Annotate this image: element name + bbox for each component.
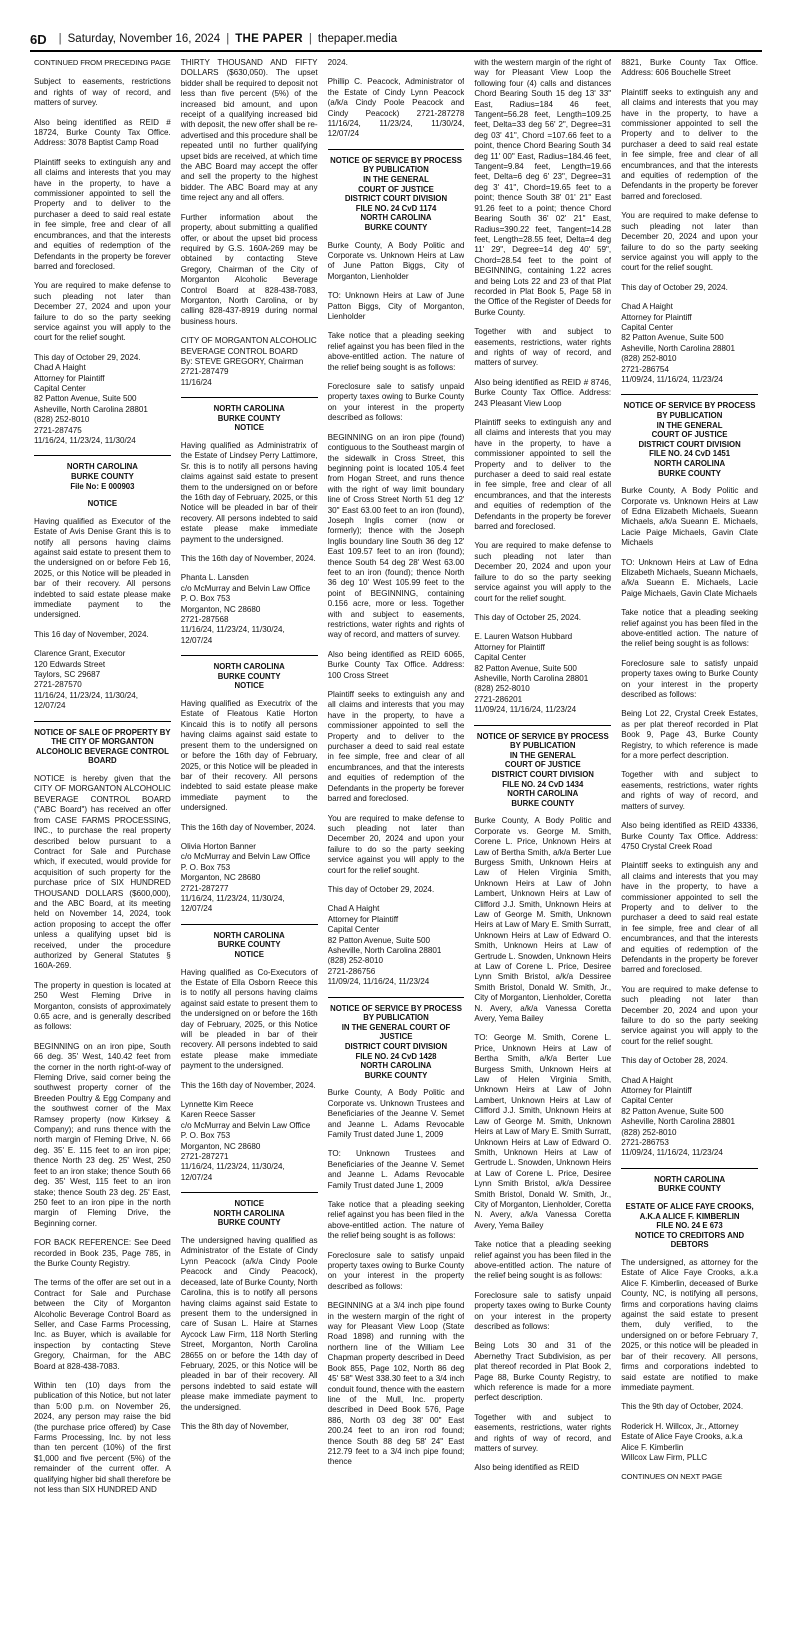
notice-heading: NOTICE OF SERVICE BY PROCESS BY PUBLICATION IN THE GENERAL COURT OF JUSTICE DISTRICT COURT DIVISION FILE NO. 24 CvD 1428 NORTH CAROLINA BURKE COUNTY: [330, 1003, 462, 1080]
notice-paragraph: Further information about the property, about submitting a qualified offer, or about the upset bid process required by G.S. 160A-269 may be obtained by contacting Steve Gregory, Chairman of the City of Morganton Alcoholic Beverage Control Board at 828-438-7083, Morganton, North Carolina, or by calling 828-437-8919 during normal business hours.: [180, 212, 318, 326]
notice-paragraph: Also being identified as REID 6065, Burke County Tax Office. Address: 100 Cross Street: [327, 649, 465, 680]
notice-divider: [34, 455, 171, 456]
notice-paragraph: Subject to easements, restrictions and rights of way of record, and matters of survey.: [34, 77, 171, 108]
notice-paragraph: Having qualified as Administratrix of the Estate of Lindsey Perry Lattimore, Sr. this is to notify all persons having claims against said estate to present them to the undersigned on or before the 16th day of February, 2025, or this Notice will be pleaded in bar of their recovery. All persons indebted to said estate please make immediate payment to the undersigned.: [180, 440, 318, 544]
notice-divider: [474, 725, 611, 726]
notice-divider: [328, 149, 465, 150]
notice-heading: NORTH CAROLINA BURKE COUNTY NOTICE: [213, 404, 285, 433]
notice-paragraph: Having qualified as Co-Executors of the Estate of Ella Osborn Reece this is to notify all persons having claims against said estate to present them to the undersigned on or before the 16th day of February, 2025, or this Notice will be pleaded in bar of their recovery. All persons indebted to said estate please make immediate payment to the undersigned.: [180, 967, 318, 1071]
notice-paragraph: Plaintiff seeks to extinguish any and all claims and interests that you may have in the property, to have a commissioner appointed to sell the Property and to deliver to the purchaser a deed to said real estate in fee simple, free and clear of all encumbrances, and that the interests and equities of redemption of the Defendants in the property be forever barred and foreclosed.: [621, 861, 758, 975]
header-rule: [30, 50, 762, 52]
notice-heading: NORTH CAROLINA BURKE COUNTY NOTICE: [213, 662, 285, 691]
notice-paragraph: Together with and subject to easements, restrictions, water rights and rights of way of record, and matters of survey.: [474, 327, 612, 368]
notice-paragraph: Plaintiff seeks to extinguish any and all claims and interests that you may have in the property, to have a commissioner appointed to sell the Property and to deliver to the purchaser a deed to said real estate in fee simple, free and clear of all encumbrances, and that the interests and equities of redemption of the Defendants in the property be forever barred and foreclosed.: [474, 418, 612, 532]
column-1: [34, 58, 171, 1623]
notice-divider: [328, 997, 465, 998]
issue-date: Saturday, November 16, 2024: [67, 33, 221, 45]
notice-paragraph: Together with and subject to easements, restrictions, water rights and rights of way of record, and matters of survey.: [474, 1412, 612, 1454]
page-number: 6D: [30, 31, 47, 47]
signature-block: Chad A Haight Attorney for Plaintiff Capital Center 82 Patton Avenue, Suite 500 Asheville, North Carolina 28801 (828) 252-8010 2721-286754 11/09/24, 11/16/24, 11/23/24: [621, 302, 736, 384]
signature-block: Chad A Haight Attorney for Plaintiff Capital Center 82 Patton Avenue, Suite 500 Asheville, North Carolina 28801 (828) 252-8010 2721-286753 11/09/24, 11/16/24, 11/23/24: [621, 1075, 736, 1158]
column-5: [621, 58, 758, 1623]
notice-paragraph: The property in question is located at 250 West Fleming Drive in Morganton, consists of approximately 0.65 acre, and is generally described as follows:: [34, 980, 171, 1032]
notice-paragraph: This the 16th day of November, 2024.: [180, 822, 316, 832]
notice-paragraph: Being Lot 22, Crystal Creek Estates, as per plat thereof recorded in Plat Book 9, Page 43, Burke County Registry, to which reference is made for a more perfect description.: [621, 709, 758, 761]
signature-block: Lynnette Kim Reece Karen Reece Sasser c/o McMurray and Belvin Law Office P. O. Box 753 Morganton, NC 28680 2721-287271 11/16/24, 11/23/24, 11/30/24, 12/07/24: [180, 1100, 311, 1182]
signature-block: Olivia Horton Banner c/o McMurray and Belvin Law Office P. O. Box 753 Morganton, NC 28680 2721-287277 11/16/24, 11/23/24, 11/30/24, 12/07/24: [180, 841, 311, 914]
notice-paragraph: This day of October 28, 2024.: [621, 1056, 728, 1066]
notice-paragraph: Also being identified as REID: [474, 1463, 580, 1473]
notice-paragraph: You are required to make defense to such pleading not later than December 27, 2024 and upon your failure to do so the party seeking service against you will apply to the court for the relief sought.: [34, 281, 171, 343]
header-separator: |: [226, 33, 230, 45]
signature-block: This day of October 29, 2024. Chad A Haight Attorney for Plaintiff Capital Center 82 Patton Avenue, Suite 500 Asheville, North Carolina 28801 (828) 252-8010 2721-287475 11/16/24, 11/23/24, 11/30/24: [34, 352, 148, 445]
paper-name: THE PAPER: [235, 33, 303, 45]
page-header: [30, 28, 762, 50]
notice-paragraph: Take notice that a pleading seeking relief against you has been filed in the above-entitled action. The nature of the relief being sought is as follows:: [621, 608, 758, 649]
notice-paragraph: Having qualified as Executor of the Estate of Avis Denise Grant this is to notify all persons having claims against said estate to present them to the undersigned on or before Feb 16, 2025, or this Notice will be pleaded in bar of their recovery. All persons indebted to said estate please make immediate payment to the undersigned.: [34, 516, 171, 620]
notice-paragraph: Also being identified as REID # 18724, Burke County Tax Office. Address: 3078 Baptist Camp Road: [34, 117, 171, 148]
notice-divider: [181, 655, 318, 656]
header-separator: |: [58, 33, 62, 45]
notice-paragraph: 2024.: [327, 58, 348, 67]
notice-paragraph: Take notice that a pleading seeking relief against you has been filed in the above-entitled action. The nature of the relief being sought is as follows:: [327, 1200, 465, 1241]
notice-heading: NOTICE OF SERVICE BY PROCESS BY PUBLICATION IN THE GENERAL COURT OF JUSTICE DISTRICT COURT DIVISION FILE NO. 24 CvD 1451 NORTH CAROLINA BURKE COUNTY: [623, 401, 756, 478]
column-3: [328, 58, 465, 1623]
column-2: [181, 58, 318, 1623]
notice-paragraph: Foreclosure sale to satisfy unpaid property taxes owing to Burke County on your interest in the property described as follows:: [474, 1290, 612, 1331]
notice-paragraph: THIRTY THOUSAND AND FIFTY DOLLARS ($630,050). The upset bidder shall be required to deposit not less than five percent (5%) of the increased bid amount, and upon receipt of a qualifying increased bid with deposit, the new offer shall be re-advertised and this procedure shall be repeated until no further qualifying upset bids are received, at which time the ABC Board may accept the offer and sell the property to the highest bidder. The ABC Board may at any time reject any and all offers.: [180, 58, 318, 203]
signature-block: E. Lauren Watson Hubbard Attorney for Plaintiff Capital Center 82 Patton Avenue, Suite 500 Asheville, North Carolina 28801 (828) 252-8010 2721-286201 11/09/24, 11/16/24, 11/23/24: [474, 632, 589, 715]
notice-paragraph: This day of October 29, 2024.: [621, 282, 728, 292]
notice-paragraph: You are required to make defense to such pleading not later than December 20, 2024 and upon your failure to do so the party seeking service against you will apply to the court for the relief sought.: [327, 813, 465, 875]
notice-paragraph: with the western margin of the right of way for Pleasant View Loop the following four (4) calls and distances Chord Bearing South 15 deg 13' 33" East, Radius=184 46 feet, Tangent=56.28 feet, Length=109.25 feet, Delta=33 deg 56' 2", Degree=31 deg 03' 41", Chord =107.66 feet to a point, thence Chord Bearing South 34 deg 11' 00" East, Radius=184.46 feet, Tangent=9.84 feet, Length=19.66 feet, Delta=6 deg 6' 23", Degree=31 deg 3' 41", Chord=19.65 feet to a point; thence South 38' 01' 21" East 91.26 feet to a point; thence Chord Bearing South 36' 02' 21" East, Radius=390.22 feet, Tangent=14.28 feet, Length=28.55 feet, Delta=4 deg 11' 29", Degree=14 deg 40' 59", Chord=28.54 feet to the point of BEGINNING, containing 1.22 acres and being Lots 22 and 23 of that Plat recorded in Plat Book 5, Page 58 in the Office of the Register of Deeds for Burke County.: [474, 58, 612, 317]
notice-divider: [181, 1192, 318, 1193]
continuation-note: CONTINUES ON NEXT PAGE: [621, 1472, 723, 1482]
notice-paragraph: You are required to make defense to such pleading not later than December 20, 2024 and upon your failure to do so the party seeking service against you will apply to the court for the relief sought.: [474, 541, 612, 603]
notice-paragraph: The terms of the offer are set out in a Contract for Sale and Purchase between the City of Morganton Alcoholic Beverage Control Board as Seller, and Case Farms Processing, Inc. as Buyer, which is available for inspection by contacting Steve Gregory, Chairman, for the ABC Board at 828-438-7083.: [34, 1278, 171, 1371]
notice-paragraph: BEGINNING on an iron pipe (found) contiguous to the Southeast margin of the sidewalk in Cross Street, this beginning point is located 105.4 feet from Hogan Street, and runs thence with the right of way limit boundary line of Cross Street North 51 deg 12' 30" East 63.00 feet to an iron (found), Joseph Inglis corner (now or formerly); thence with the Joseph Inglis boundary line South 36 deg 12' East 109.57 feet to an iron (found); thence South 54 deg 28' West 63.00 feet to an iron (found); thence North 36 deg 10' West 105.99 feet to the point of BEGINNING, containing 0.156 acre, more or less. Together with and subject to easements, restrictions, water rights and rights of way of record, and matters of survey.: [327, 432, 465, 640]
notice-divider: [181, 924, 318, 925]
site-url[interactable]: thepaper.media: [317, 33, 398, 45]
notice-paragraph: BEGINNING on an iron pipe, South 66 deg. 35' West, 140.42 feet from the corner in the north right-of-way of Fleming Drive, said corner being the southwest property corner of the Breeden Poultry & Egg Company and the southwest corner of the Max Ramsey property (now Kirksey & Company); and runs thence with the north margin of Fleming Drive, N. 66 deg. 35' E. 115 feet to an iron pipe; thence North 23 deg. 25' West, 250 feet to an iron stake; thence South 66 deg. 35' West, 115 feet to an iron stake; thence South 23 deg. 25' East, 250 feet to an iron pipe in the north margin of Fleming Drive, the Beginning corner.: [34, 1041, 171, 1228]
notice-paragraph: TO: Unknown Heirs at Law of Edna Elizabeth Michaels, Sueann Michaels, a/k/a Sueann E. Michaels, Lacie Paige Michaels, Gavin Clate Michaels: [621, 557, 758, 598]
notice-heading: NORTH CAROLINA BURKE COUNTY File No: E 000903: [66, 462, 138, 491]
notice-paragraph: NOTICE is hereby given that the CITY OF MORGANTON ALCOHOLIC BEVERAGE CONTROL BOARD ("ABC Board") has received an offer from CASE FARMS PROCESSING, INC., to purchase the real property described below pursuant to a Contract for Sale and Purchase which, if executed, would provide for acquisition of such property for the purchase price of SIX HUNDRED THOUSAND DOLLARS ($600,000), and the ABC Board, at its meeting held on November 14, 2024, took action proposing to accept the offer unless a qualifying upset bid is received, under the procedure authorized by General Statutes § 160A-269.: [34, 774, 171, 971]
notice-heading: ESTATE OF ALICE FAYE CROOKS, A.K.A ALICE F. KIMBERLIN FILE NO. 24 E 673 NOTICE TO CREDITORS AND DEBTORS: [625, 1202, 754, 1250]
notice-paragraph: Foreclosure sale to satisfy unpaid property taxes owing to Burke County on your interest in the property described as follows:: [327, 382, 465, 423]
notice-paragraph: This 16 day of November, 2024.: [34, 629, 149, 639]
notice-paragraph: The undersigned, as attorney for the Estate of Alice Faye Crooks, a.k.a Alice F. Kimberlin, deceased of Burke County, NC, is notifying all persons, firms and corporations having claims against the said estate to present them, duly verified, to the undersigned on or before February 7, 2025, or this notice will be pleaded in bar of their recovery. All persons, firms and corporations indebted to said estate are notified to make immediate payment.: [621, 1258, 758, 1392]
signature-block: Clarence Grant, Executor 120 Edwards Street Taylors, SC 29687 2721-287570 11/16/24, 11/23/24, 11/30/24, 12/07/24: [34, 649, 138, 711]
notice-paragraph: The undersigned having qualified as Administrator of the Estate of Cindy Lynn Peacock (a/k/a Cindy Poole Peacock and Cindy Peacock), deceased, late of Burke County, North Carolina, this is to notify all persons having claims against said Estate to present them to the undersigned in care of Susan L. Haire at Starnes Aycock Law Firm, 118 North Sterling Street, Morganton, North Carolina 28655 on or before the 14th day of February, 2025, or this Notice will be pleaded in bar of their recovery. All persons indebted to said estate will please make immediate payment to the undersigned.: [180, 1236, 318, 1412]
notice-paragraph: Also being identified as REID 43336, Burke County Tax Office. Address: 4750 Crystal Creek Road: [621, 821, 758, 851]
notice-paragraph: Plaintiff seeks to extinguish any and all claims and interests that you may have in the property, to have a commissioner appointed to sell the Property and to deliver to the purchaser a deed to said real estate in fee simple, free and clear of all encumbrances, and that the interests and equities of redemption of the Defendants in the property be forever barred and foreclosed.: [34, 157, 171, 271]
notice-divider: [181, 397, 318, 398]
notice-paragraph: You are required to make defense to such pleading not later than December 20, 2024 and upon your failure to do so the party seeking service against you will apply to the court for the relief sought.: [621, 211, 758, 273]
notice-paragraph: Burke County, A Body Politic and Corporate vs. Unknown Heirs at Law of June Patton Biggs, City of Morganton, Lienholder: [327, 240, 465, 281]
notice-paragraph: FOR BACK REFERENCE: See Deed recorded in Book 235, Page 785, in the Burke County Registry.: [34, 1238, 171, 1268]
notice-paragraph: Plaintiff seeks to extinguish any and all claims and interests that you may have in the property, to have a commissioner appointed to sell the Property and to deliver to the purchaser a deed to said real estate in fee simple, free and clear of all encumbrances, and that the interests and equities of redemption of the Defendants in the property be forever barred and foreclosed.: [327, 690, 465, 804]
notice-heading: NOTICE OF SERVICE BY PROCESS BY PUBLICATION IN THE GENERAL COURT OF JUSTICE DISTRICT COURT DIVISION FILE NO. 24 CvD 1434 NORTH CAROLINA BURKE COUNTY: [476, 731, 609, 808]
notice-paragraph: 8821, Burke County Tax Office. Address: 606 Bouchelle Street: [621, 58, 758, 78]
notice-paragraph: Phillip C. Peacock, Administrator of the Estate of Cindy Lynn Peacock (a/k/a Cindy Poole Peacock and Cindy Peacock) 2721-287278 11/16/24, 11/23/24, 11/30/24, 12/07/24: [327, 77, 465, 139]
notice-paragraph: Foreclosure sale to satisfy unpaid property taxes owing to Burke County on your interest in the property described as follows:: [327, 1250, 465, 1291]
notice-divider: [34, 721, 171, 722]
notice-paragraph: This the 9th day of October, 2024.: [621, 1402, 744, 1412]
notice-paragraph: Burke County, A Body Politic and Corporate vs. Unknown Trustees and Beneficiaries of the Jeanne V. Semet and Jeanne L. Adams Revocable Family Trust dated June 1, 2009: [327, 1088, 465, 1139]
notice-paragraph: This day of October 25, 2024.: [474, 612, 582, 622]
signature-block: Phanta L. Lansden c/o McMurray and Belvin Law Office P. O. Box 753 Morganton, NC 28680 2721-287568 11/16/24, 11/23/24, 11/30/24, 12/07/24: [180, 573, 311, 645]
signature-block: Roderick H. Willcox, Jr., Attorney Estate of Alice Faye Crooks, a.k.a Alice F. Kimberlin Willcox Law Firm, PLLC: [621, 1421, 743, 1462]
notice-paragraph: Plaintiff seeks to extinguish any and all claims and interests that you may have in the property, to have a commissioner appointed to sell the Property and to deliver to the purchaser a deed to said real estate in fee simple, free and clear of all encumbrances, and that the interests and equities of redemption of the Defendants in the property be forever barred and foreclosed.: [621, 87, 758, 201]
header-separator: |: [308, 33, 312, 45]
notice-paragraph: BEGINNING at a 3/4 inch pipe found in the western margin of the right of way for Pleasant View Loop (State Road 1898) and running with the northern line of the William Lee Chapman property described in Deed Book 855, Page 102, North 86 deg 45' 58" West 338.30 feet to a 3/4 inch conduit found, thence with the eastern line of the Mull, Inc. property described in Deed Book 576, Page 886, North 03 deg 38' 00" East 200.24 feet to an iron rod found; thence South 88 deg 58' 24" East 212.79 feet to a 3/4 inch pipe found; thence: [327, 1301, 465, 1467]
notice-paragraph: TO: Unknown Heirs at Law of June Patton Biggs, City of Morganton, Lienholder: [327, 291, 465, 322]
signature-block: Chad A Haight Attorney for Plaintiff Capital Center 82 Patton Avenue, Suite 500 Asheville, North Carolina 28801 (828) 252-8010 2721-286756 11/09/24, 11/16/24, 11/23/24: [327, 904, 442, 987]
notice-paragraph: You are required to make defense to such pleading not later than December 20, 2024 and upon your failure to do so the party seeking service against you will apply to the court for the relief sought.: [621, 984, 758, 1046]
notice-paragraph: Foreclosure sale to satisfy unpaid property taxes owing to Burke County on your interest in the property described as follows:: [621, 658, 758, 700]
notice-heading: NORTH CAROLINA BURKE COUNTY NOTICE: [213, 930, 285, 959]
notice-paragraph: Take notice that a pleading seeking relief against you has been filed in the above-entitled action. The nature of the relief being sought is as follows:: [327, 331, 465, 372]
notice-heading: NOTICE NORTH CAROLINA BURKE COUNTY: [213, 1199, 285, 1228]
notice-paragraph: This the 16th day of November, 2024.: [180, 554, 316, 564]
notice-paragraph: Being Lots 30 and 31 of the Abernethy Tract Subdivision, as per plat thereof recorded in Plat Book 2, Page 88, Burke County Registry, to which reference is made for a more perfect description.: [474, 1341, 612, 1403]
notice-paragraph: Burke County, A Body Politic and Corporate vs. George M. Smith, Corene L. Price, Unknown Heirs at Law of Bertha Smith, a/k/a Berter Lue Burgess Smith, Unknown Heirs at Law of Helen Virginia Smith, Unknown Heirs at Law of John Lambert, Unknown Heirs at Law of Clifford J.J. Smith, Unknown Heirs at Law of George M. Smith, Unknown Heirs at Law of Mary E. Smith Surratt, Unknown Heirs at Law of Edward O. Smith, Unknown Heirs at Law of Gertrude L. Snowden, Unknown Heirs at Law of Corene L. Price, Desiree Lynn Smith Bristol, a/k/a Dessiree Smith Bristol, Donald W. Smith, Jr., City of Morganton, Lienholder, Coretta N. Avery, a/k/a Vanessa Coretta Avery, Yema Bailey: [474, 816, 612, 1024]
column-4: [474, 58, 611, 1623]
notice-paragraph: Within ten (10) days from the publication of this Notice, but not later than 5:00 p.m. on November 26, 2024, any person may raise the bid (the purchase price offered) by Case Farms Processing, Inc. by not less than ten percent (10%) of the first $1,000 and five percent (5%) of the remainder of the current offer. A qualifying higher bid shall therefore be not less than SIX HUNDRED AND: [34, 1381, 171, 1495]
signature-block: CITY OF MORGANTON ALCOHOLIC BEVERAGE CONTROL BOARD By: STEVE GREGORY, Chairman 2721-287479 11/16/24: [180, 336, 317, 387]
notice-paragraph: TO: Unknown Trustees and Beneficiaries of the Jeanne V. Semet and Jeanne L. Adams Revocable Family Trust dated June 1, 2009: [327, 1149, 465, 1190]
notice-paragraph: This the 16th day of November, 2024.: [180, 1080, 316, 1090]
notice-paragraph: TO: George M. Smith, Corene L. Price, Unknown Heirs at Law of Bertha Smith, a/k/a Berter Lue Burgess Smith, Unknown Heirs at Law of Helen Virginia Smith, Unknown Heirs at Law of John Lambert, Unknown Heirs at Law of Clifford J.J. Smith, Unknown Heirs at Law of George M. Smith, Unknown Heirs at Law of Mary E. Smith Surratt, Unknown Heirs at Law of Edward O. Smith, Unknown Heirs at Law of Gertrude L. Snowden, Unknown Heirs at Law of Corene L. Price, Desiree Lynn Smith Bristol, a/k/a Dessiree Smith Bristol, Donald W. Smith, Jr., City of Morganton, Lienholder, Coretta N. Avery, a/k/a Vanessa Coretta Avery, Yema Bailey: [474, 1033, 612, 1230]
notice-paragraph: This day of October 29, 2024.: [327, 884, 435, 894]
notice-paragraph: This the 8th day of November,: [180, 1421, 289, 1431]
continuation-note: CONTINUED FROM PRECEDING PAGE: [34, 58, 171, 67]
notice-paragraph: Having qualified as Executrix of the Estate of Fleatous Katie Horton Kincaid this is to notify all persons having claims against said estate to present them to the undersigned on or before the 16th day of February, 2025, or this Notice will be pleaded in bar of their recovery. All persons indebted to said estate please make immediate payment to the undersigned.: [180, 699, 318, 813]
notice-heading: NOTICE OF SALE OF PROPERTY BY THE CITY OF MORGANTON ALCOHOLIC BEVERAGE CONTROL BOARD: [34, 727, 171, 766]
notice-heading: NOTICE: [87, 499, 118, 509]
notice-paragraph: Together with and subject to easements, restrictions, water rights and rights of way of record, and matters of survey.: [621, 770, 758, 811]
notice-heading: NORTH CAROLINA BURKE COUNTY: [654, 1174, 726, 1194]
notice-paragraph: Burke County, A Body Politic and Corporate vs. Unknown Heirs at Law of Edna Elizabeth Michaels, Sueann Michaels, a/k/a Sueann E. Michaels, Lacie Paige Michaels, Gavin Clate Michaels: [621, 486, 758, 548]
notice-paragraph: Take notice that a pleading seeking relief against you has been filed in the above-entitled action. The nature of the relief being sought is as follows:: [474, 1240, 612, 1281]
notice-divider: [621, 1168, 758, 1169]
notice-divider: [621, 394, 758, 395]
legal-notices: [34, 58, 758, 1623]
notice-paragraph: Also being identified as REID # 8746, Burke County Tax Office. Address: 243 Pleasant View Loop: [474, 377, 612, 408]
notice-heading: NOTICE OF SERVICE BY PROCESS BY PUBLICATION IN THE GENERAL COURT OF JUSTICE DISTRICT COURT DIVISION FILE NO. 24 CvD 1174 NORTH CAROLINA BURKE COUNTY: [330, 155, 462, 232]
